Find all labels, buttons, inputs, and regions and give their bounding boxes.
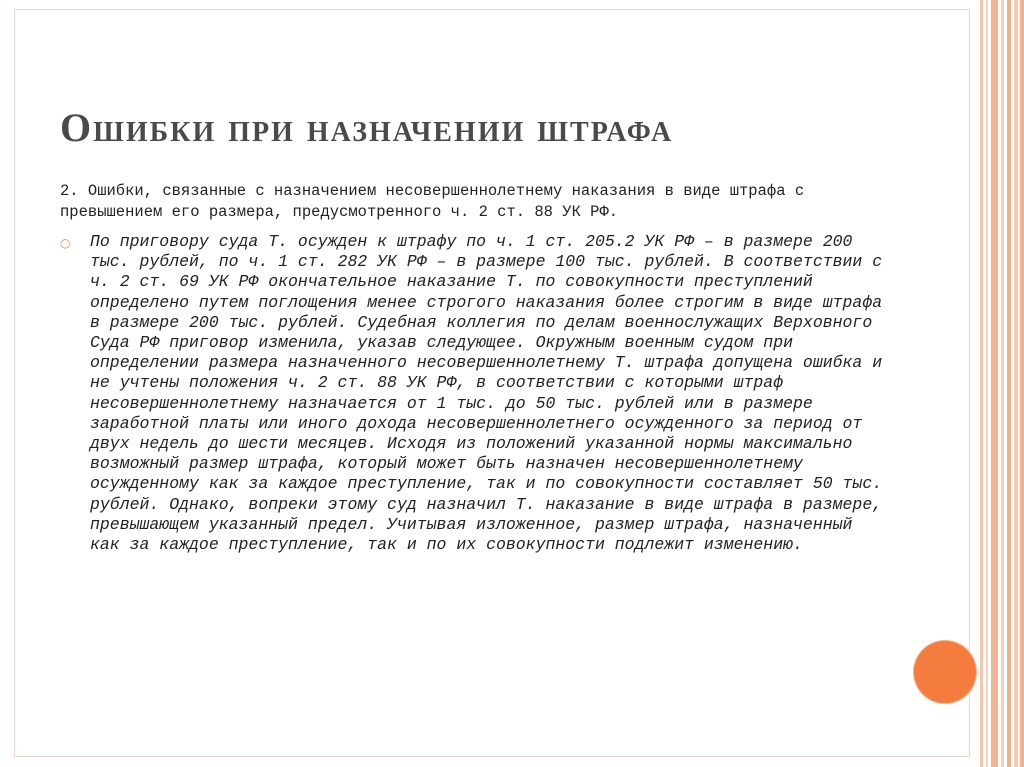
- decorative-stripe: [991, 0, 998, 767]
- bullet-circle-icon: ○: [60, 236, 71, 250]
- decorative-stripe: [980, 0, 983, 767]
- slide-title: Ошибки при назначении штрафа: [60, 105, 674, 150]
- bullet-paragraph: По приговору суда Т. осужден к штрафу по ч. 1 ст. 205.2 УК РФ – в размере 200 тыс. рублей, по ч. 1 ст. 282 УК РФ – в размере 100 тыс. рублей. В соответствии с ч. 2 ст. 69 УК РФ окончательное наказание Т. по совокупности преступлений определено путем поглощения менее строгого наказания более строгим в виде штрафа в размере 200 тыс. рублей. Судебная коллегия по делам военнослужащих Верховного Суда РФ приговор изменила, указав следующее. Окружным военным судом при определении размера назначенного несовершеннолетнему Т. штрафа допущена ошибка и не учтены положения ч. 2 ст. 88 УК РФ, в соответствии с которыми штраф несовершеннолетнему назначается от 1 тыс. до 50 тыс. рублей или в размере заработной платы или иного дохода несовершеннолетнего осужденного за период от двух недель до шести месяцев. Исходя из положений указанной нормы максимально возможный размер штрафа, который может быть назначен несовершеннолетнему осужденному как за каждое преступление, так и по совокупности составляет 50 тыс. рублей. Однако, вопреки этому суд назначил Т. наказание в виде штрафа в размере, превышающем указанный предел. Учитывая изложенное, размер штрафа, назначенный как за каждое преступление, так и по их совокупности подлежит изменению.: [90, 232, 883, 555]
- decorative-stripe: [1014, 0, 1018, 767]
- decorative-stripe: [986, 0, 988, 767]
- decorative-stripe: [1020, 0, 1024, 767]
- decorative-stripe: [1007, 0, 1011, 767]
- decorative-stripe: [1001, 0, 1004, 767]
- slide-subtitle: 2. Ошибки, связанные с назначением несовершеннолетнему наказания в виде штрафа с превышением его размера, предусмотренного ч. 2 ст. 88 УК РФ.: [60, 182, 805, 221]
- decorative-circle: [914, 641, 976, 703]
